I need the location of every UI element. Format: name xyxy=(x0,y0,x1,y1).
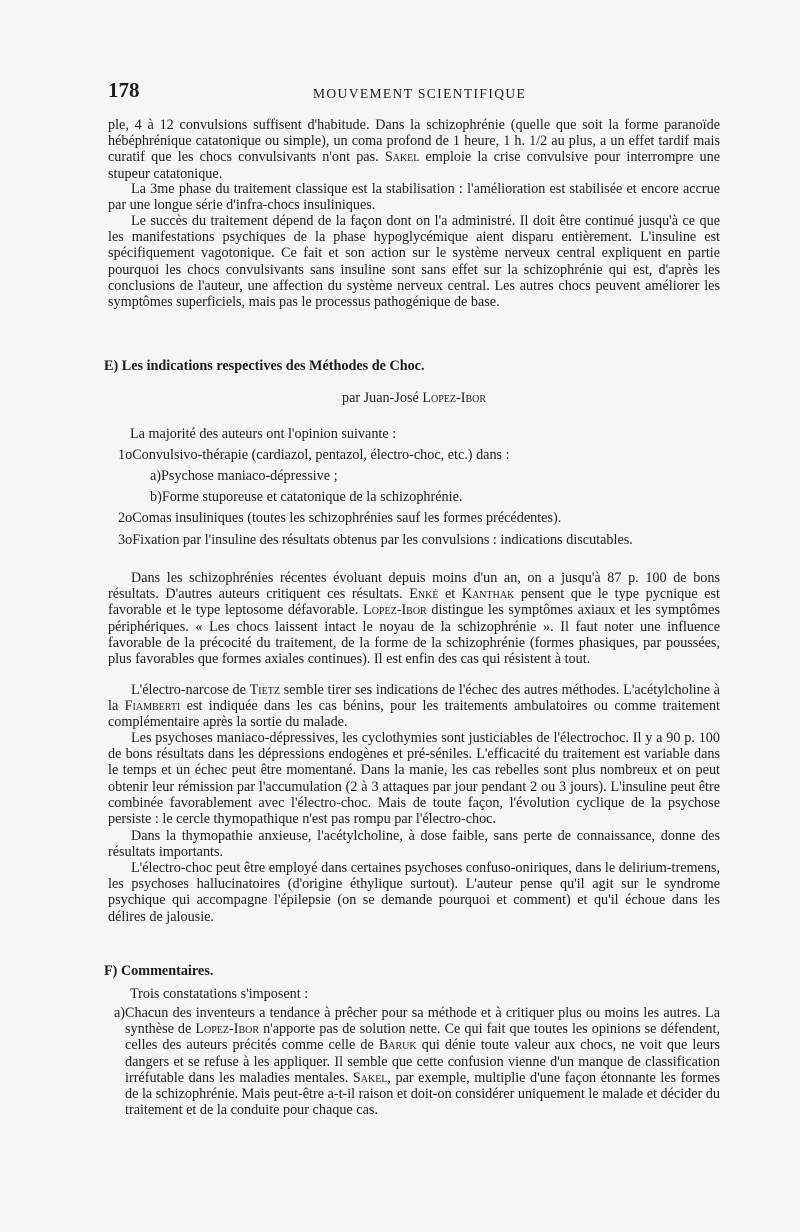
paragraph-electro-choc: L'électro-choc peut être employé dans certaines psychoses confuso-oniriques, dans le delirium-tremens, les psychoses hallucinatoires (d'origine éthylique surtout). L'auteur pense qu'il agit sur le syndrome psychique qui accompagne l'épilepsie (on se demande pourquoi et comment) et qu'il échoue dans les délires de jalousie. xyxy=(108,860,720,925)
running-title: MOUVEMENT SCIENTIFIQUE xyxy=(313,86,527,101)
author-name: Tietz xyxy=(249,682,280,698)
paragraph-psychoses: Les psychoses maniaco-dépressives, les cyclothymies sont justiciables de l'électrochoc. Il y a 90 p. 100 de bons résultats dans les dépressions endogènes et pré-séniles. L'efficacité du traitement est variable dans le temps et un échec peut être momentané. Dans la manie, les cas rebelles sont plus nombreux et on peut obtenir leur rémission par l'accumulation (2 à 3 attaques par jour pendant 2 ou 3 jours). L'insuline peut être combinée favorablement avec l'électro-choc. Mais de toute façon, l'évolution cyclique de la psychose persiste : le cercle thymopathique n'est pas rompu par l'électro-choc. xyxy=(108,730,720,828)
author-name: Baruk xyxy=(378,1037,417,1054)
paragraph-comas: ple, 4 à 12 convulsions suffisent d'habitude. Dans la schizophrénie (quelle que soit la forme paranoïde hébéphrénique catatonique ou simple), un coma profond de 1 heure, 1 h. 1/2 au plus, a un effet tardif mais curatif que les chocs convulsivants n'ont pas. Sakel emploie la crise convulsive pour interrompre une stupeur catatonique. xyxy=(108,117,720,182)
author-name: Lopez-Ibor xyxy=(195,1021,260,1038)
list-item: 3o Fixation par l'insuline des résultats obtenus par les convulsions : indications discutables. xyxy=(118,532,633,548)
author-name: Fiamberti xyxy=(124,698,181,715)
paragraph-succes: Le succès du traitement dépend de la façon dont on l'a administré. Il doit être continué jusqu'à ce que les manifestations psychiques de la phase hypoglycémique aient disparu entièrement. L'insuline est spécifiquement vagotonique. Ce fait et son action sur le système nerveux central expliquent en partie pourquoi les chocs convulsivants sans insuline sont sans effet sur la schizophrénie qui est, d'après les conclusions de l'auteur, une affection du système nerveux central. Les autres chocs peuvent améliorer les symptômes superficiels, mais pas le processus pathogénique de base. xyxy=(108,213,720,311)
author-name: Kanthak xyxy=(461,586,515,603)
author-name: Lopez-Ibor xyxy=(363,602,427,619)
section-e-heading: E) Les indications respectives des Méthodes de Choc. xyxy=(104,358,425,374)
section-f-heading: F) Commentaires. xyxy=(104,963,214,979)
author-name: Enké xyxy=(409,586,439,603)
continuation-paragraph xyxy=(108,117,720,182)
list-item: b) Forme stuporeuse et catatonique de la schizophrénie. xyxy=(150,489,463,505)
paragraph-stabilisation: La 3me phase du traitement classique est la stabilisation : l'amélioration est stabilisée et encore accrue par une longue série d'infra-chocs insuliniques. xyxy=(108,181,720,214)
list-item: a) Chacun des inventeurs a tendance à prêcher pour sa méthode et à critiquer plus ou moins les autres. La synthèse de Lopez-Ibor n'apporte pas de solution nette. Ce qui fait que toutes les opinions se défendent, celles des auteurs précités comme celle de Baruk qui dénie toute valeur aux chocs, ne voit que leurs dangers et se refuse à les appliquer. Il semble que cette confusion vienne d'un manque de classification irréfutable dans les maladies mentales. Sakel, par exemple, multiplie d'une façon étonnante les formes de la schizophrénie. Mais peut-être a-t-il raison et doit-on considérer uniquement le malade et décider du traitement et de la conduite pour chaque cas. xyxy=(114,1005,720,1119)
page-number: 178 xyxy=(108,78,140,102)
author-name: Sakel xyxy=(384,149,420,166)
paragraph-schizophrenies: Dans les schizophrénies récentes évoluant depuis moins d'un an, on a jusqu'à 87 p. 100 de bons résultats. D'autres auteurs critiquent ces résultats. Enké et Kanthak pensent que le type pycnique est favorable et le type leptosome défavorable. Lopez-Ibor distingue les symptômes axiaux et les symptômes périphériques. « Les chocs laissent intact le noyau de la schizophrénie ». Il faut noter une influence favorable de la précocité du traitement, de la forme de la schizophrénie (formes phasiques, par poussées, plus favorables que formes axiales continues). Il est enfin des cas qui résistent à tout. xyxy=(108,570,720,668)
paragraph-thymopathie: Dans la thymopathie anxieuse, l'acétylcholine, à dose faible, sans perte de connaissance, donne des résultats importants. xyxy=(108,828,720,861)
intro-text: La majorité des auteurs ont l'opinion suivante : xyxy=(130,426,397,442)
author-name: Sakel xyxy=(352,1069,388,1086)
list-item: 1o Convulsivo-thérapie (cardiazol, pentazol, électro-choc, etc.) dans : xyxy=(118,447,510,463)
author-name: Lopez-Ibor xyxy=(422,390,487,406)
byline: par Juan-José Lopez-Ibor xyxy=(341,390,487,406)
list-item: a) Psychose maniaco-dépressive ; xyxy=(150,468,338,484)
page-header xyxy=(108,78,720,104)
paragraph-electro-narcose: L'électro-narcose de Tietz semble tirer ses indications de l'échec des autres méthodes. L'acétylcholine à la Fiamberti est indiquée dans les cas bénins, pour les traitements ambulatoires ou comme traitement complémentaire après la sortie du malade. xyxy=(108,682,720,731)
intro-text: Trois constatations s'imposent : xyxy=(130,986,309,1002)
list-item: 2o Comas insuliniques (toutes les schizophrénies sauf les formes précédentes). xyxy=(118,510,562,526)
